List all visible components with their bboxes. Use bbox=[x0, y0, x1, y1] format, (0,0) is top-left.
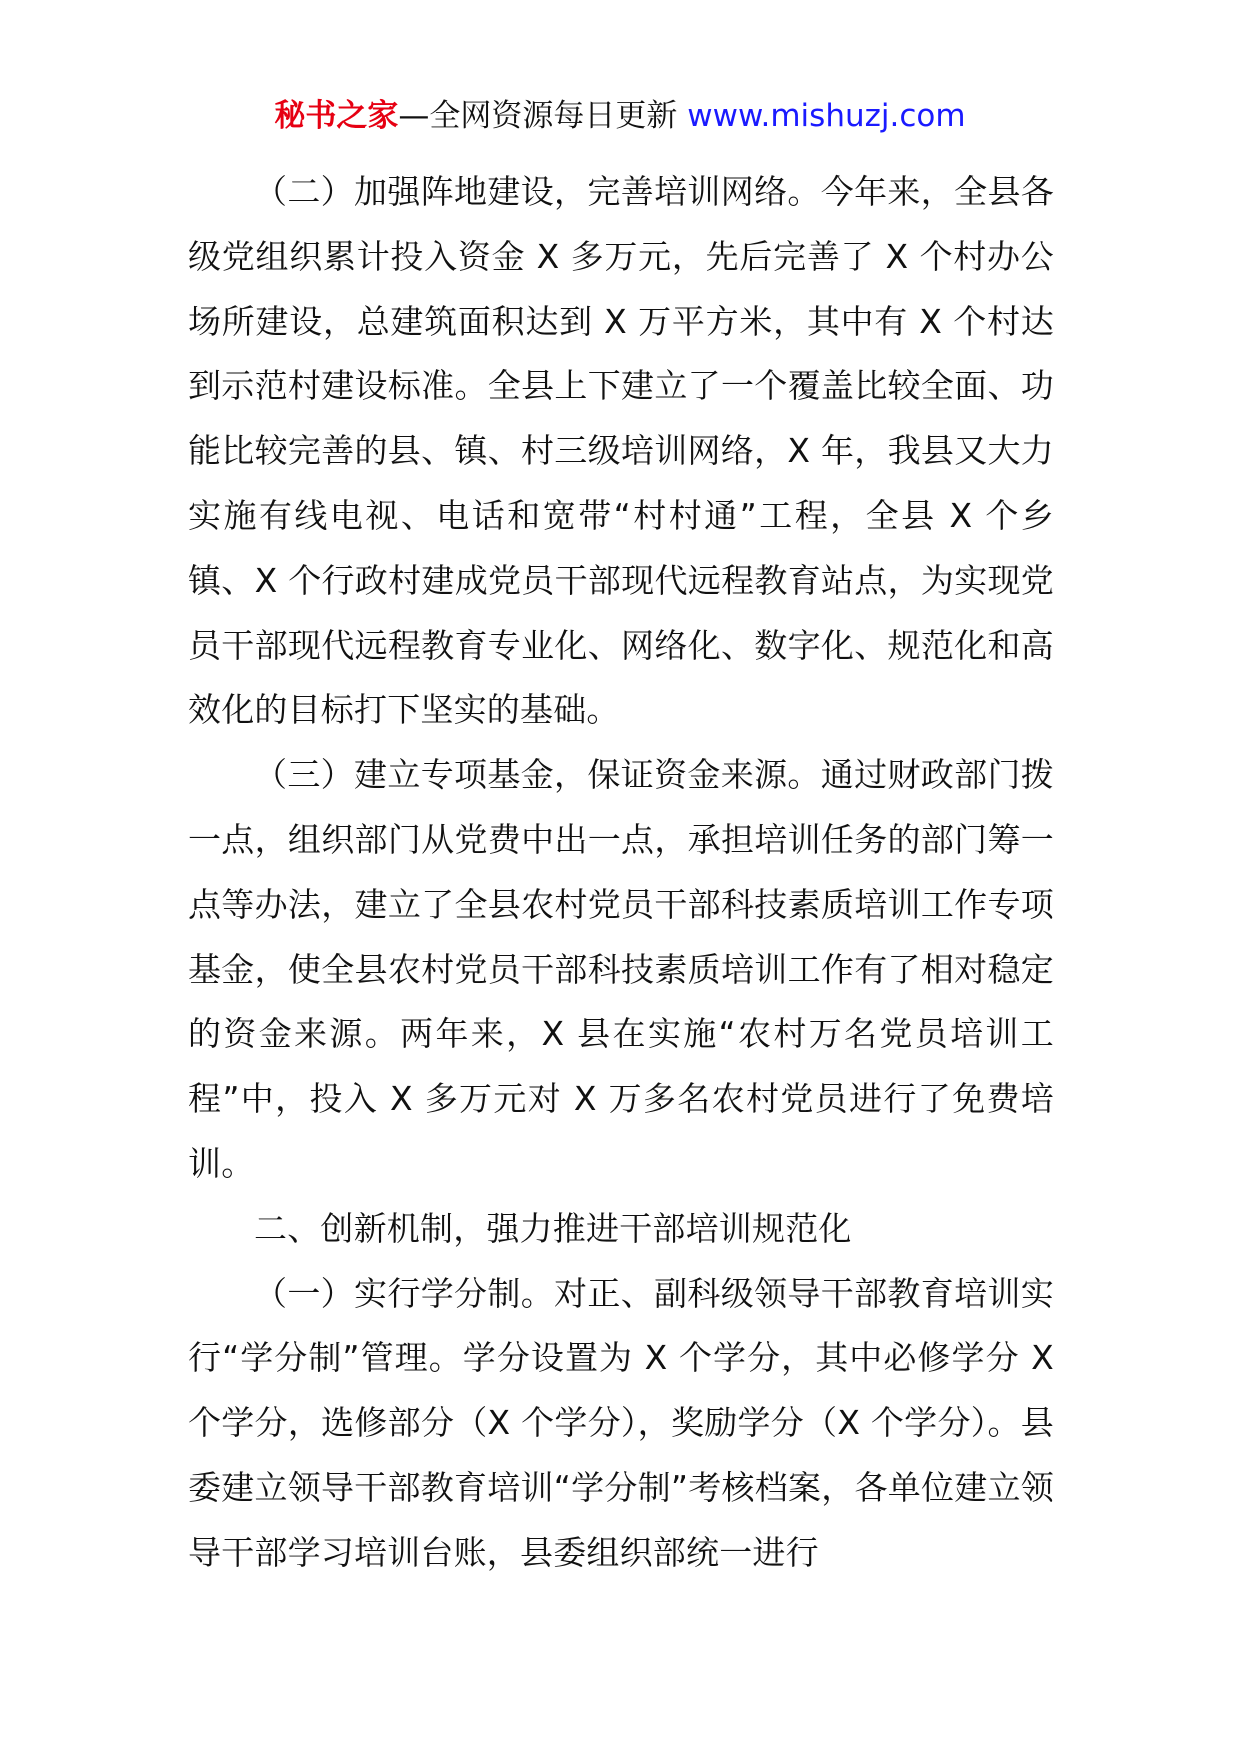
header-tagline: —全网资源每日更新 bbox=[398, 98, 688, 134]
site-header bbox=[0, 96, 1240, 136]
paragraph-section-2-2: （二）加强阵地建设，完善培训网络。今年来，全县各级党组织累计投入资金 X 多万元，先后完善了 X 个村办公场所建设，总建筑面积达到 X 万平方米，其中有 X 个村达到示范村建设标准。全县上下建立了一个覆盖比较全面、功能比较完善的县、镇、村三级培训网络，X 年，我县又大力实施有线电视、电话和宽带“村村通”工程，全县 X 个乡镇、X 个行政村建成党员干部现代远程教育站点，为实现党员干部现代远程教育专业化、网络化、数字化、规范化和高效化的目标打下坚实的基础。 bbox=[188, 172, 1054, 730]
brand-name: 秘书之家 bbox=[274, 98, 399, 134]
section-heading-2: 二、创新机制，强力推进干部培训规范化 bbox=[254, 1208, 852, 1248]
paragraph-section-2-3: （三）建立专项基金，保证资金来源。通过财政部门拨一点，组织部门从党费中出一点，承担培训任务的部门筹一点等办法，建立了全县农村党员干部科技素质培训工作专项基金，使全县农村党员干部科技素质培训工作有了相对稳定的资金来源。两年来，X 县在实施“农村万名党员培训工程”中，投入 X 多万元对 X 万多名农村党员进行了免费培训。 bbox=[188, 755, 1054, 1183]
document-body bbox=[188, 160, 1054, 1586]
paragraph-section-2-1: （一）实行学分制。对正、副科级领导干部教育培训实行“学分制”管理。学分设置为 X 个学分，其中必修学分 X 个学分，选修部分（X 个学分），奖励学分（X 个学分）。县委建立领导干部教育培训“学分制”考核档案，各单位建立领导干部学习培训台账，县委组织部统一进行 bbox=[188, 1273, 1054, 1572]
site-url-link[interactable]: www.mishuzj.com bbox=[687, 98, 966, 134]
